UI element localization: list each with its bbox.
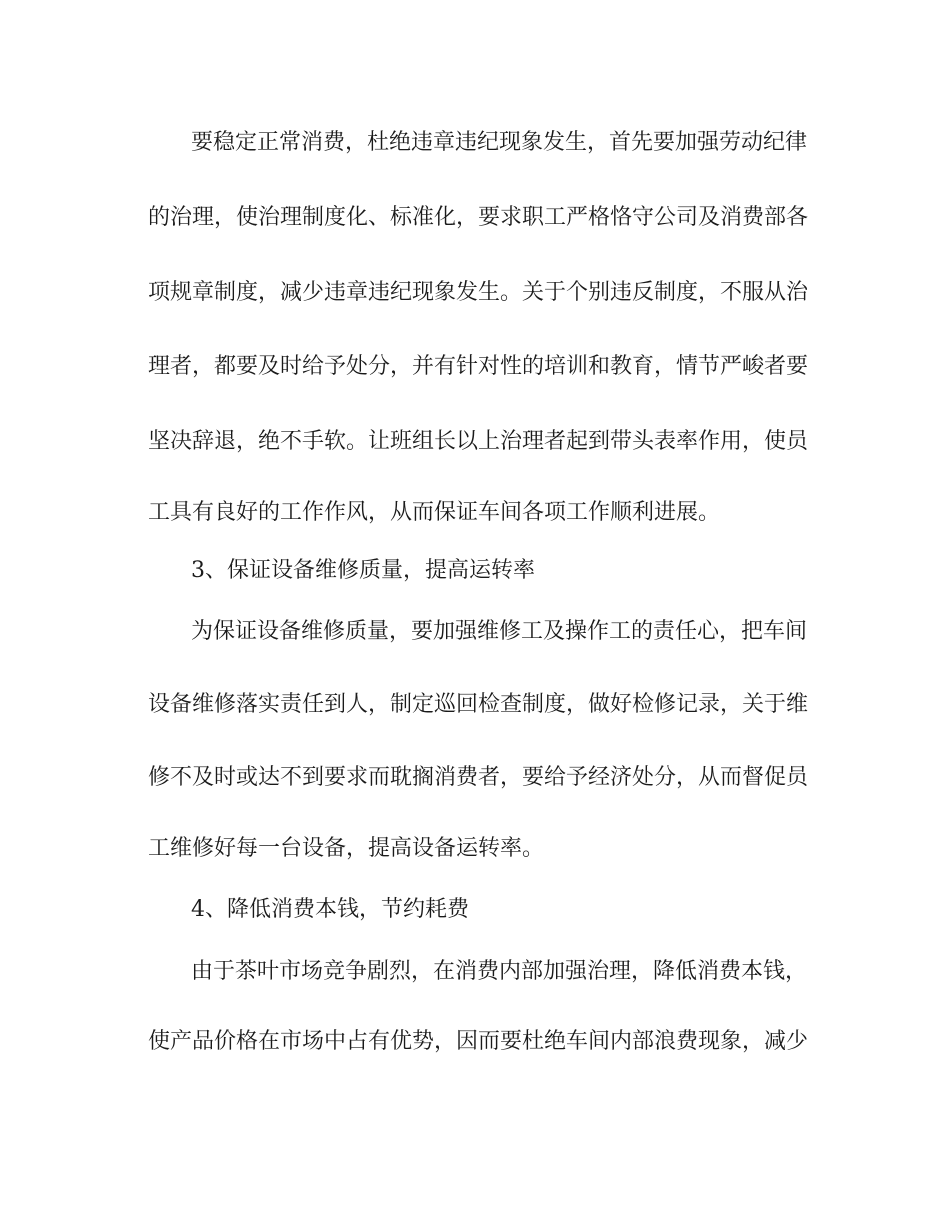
paragraph-line: 项规章制度，减少违章违纪现象发生。关于个别违反制度，不服从治 <box>148 280 809 305</box>
paragraph-line: 理者，都要及时给予处分，并有针对性的培训和教育，情节严峻者要 <box>148 354 809 379</box>
paragraph-line: 修不及时或达不到要求而耽搁消费者，要给予经济处分，从而督促员 <box>148 765 809 790</box>
paragraph-line: 坚决辞退，绝不手软。让班组长以上治理者起到带头表率作用，使员 <box>148 429 809 454</box>
paragraph-line: 为保证设备维修质量，要加强维修工及操作工的责任心，把车间 <box>191 619 808 644</box>
paragraph-line: 的治理，使治理制度化、标准化，要求职工严格恪守公司及消费部各 <box>148 205 809 230</box>
paragraph-line: 工具有良好的工作作风，从而保证车间各项工作顺利进展。 <box>148 500 721 525</box>
paragraph-line: 设备维修落实责任到人，制定巡回检查制度，做好检修记录，关于维 <box>148 692 809 717</box>
paragraph-line: 由于茶叶市场竞争剧烈，在消费内部加强治理，降低消费本钱， <box>191 959 808 984</box>
paragraph-line: 要稳定正常消费，杜绝违章违纪现象发生，首先要加强劳动纪律 <box>191 130 808 155</box>
section-heading: 3、保证设备维修质量，提高运转率 <box>191 558 535 583</box>
paragraph-line: 工维修好每一台设备，提高设备运转率。 <box>148 836 545 861</box>
paragraph-line: 使产品价格在市场中占有优势，因而要杜绝车间内部浪费现象，减少 <box>148 1029 809 1054</box>
section-heading: 4、降低消费本钱，节约耗费 <box>191 897 469 922</box>
